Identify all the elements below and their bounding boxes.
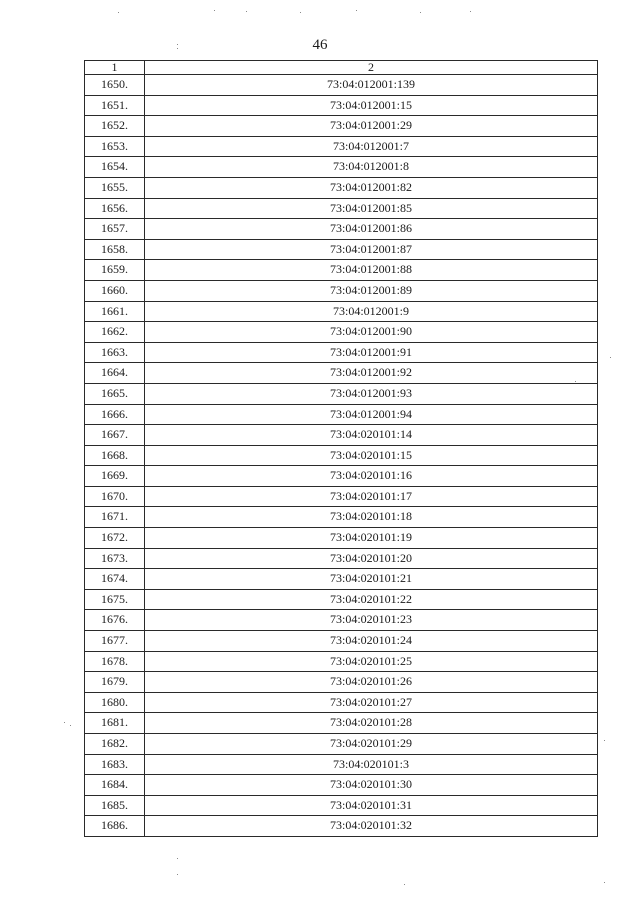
- row-number-cell: 1656.: [85, 198, 145, 219]
- row-number-cell: 1653.: [85, 136, 145, 157]
- cadastral-number-cell: 73:04:020101:28: [145, 713, 598, 734]
- table-row: [85, 795, 598, 816]
- row-number-cell: 1659.: [85, 260, 145, 281]
- table-row: [85, 816, 598, 837]
- table-row: [85, 528, 598, 549]
- row-number-cell: 1650.: [85, 75, 145, 96]
- table-row: [85, 569, 598, 590]
- scan-speck: [214, 10, 215, 11]
- row-number-cell: 1680.: [85, 692, 145, 713]
- scan-speck: [404, 884, 405, 885]
- table-row: [85, 239, 598, 260]
- row-number-cell: 1668.: [85, 445, 145, 466]
- table-row: [85, 260, 598, 281]
- cadastral-number-cell: 73:04:012001:139: [145, 75, 598, 96]
- table-row: [85, 775, 598, 796]
- table-body: [85, 75, 598, 837]
- table-row: [85, 301, 598, 322]
- cadastral-number-cell: 73:04:012001:92: [145, 363, 598, 384]
- cadastral-number-cell: 73:04:012001:88: [145, 260, 598, 281]
- cadastral-number-cell: 73:04:020101:16: [145, 466, 598, 487]
- row-number-cell: 1652.: [85, 116, 145, 137]
- table-row: [85, 116, 598, 137]
- cadastral-number-cell: 73:04:020101:19: [145, 528, 598, 549]
- row-number-cell: 1664.: [85, 363, 145, 384]
- cadastral-number-cell: 73:04:012001:90: [145, 322, 598, 343]
- scan-speck: [300, 12, 301, 13]
- table-row: [85, 383, 598, 404]
- table-row: [85, 445, 598, 466]
- row-number-cell: 1665.: [85, 383, 145, 404]
- scan-speck: [246, 11, 247, 12]
- row-number-cell: 1671.: [85, 507, 145, 528]
- scan-speck: [177, 858, 178, 859]
- row-number-cell: 1670.: [85, 486, 145, 507]
- cadastral-number-cell: 73:04:012001:8: [145, 157, 598, 178]
- cadastral-number-cell: 73:04:020101:27: [145, 692, 598, 713]
- row-number-cell: 1654.: [85, 157, 145, 178]
- cadastral-number-cell: 73:04:020101:29: [145, 734, 598, 755]
- table-row: [85, 157, 598, 178]
- row-number-cell: 1677.: [85, 631, 145, 652]
- table-row: [85, 610, 598, 631]
- row-number-cell: 1669.: [85, 466, 145, 487]
- cadastral-number-cell: 73:04:020101:31: [145, 795, 598, 816]
- cadastral-number-cell: 73:04:012001:89: [145, 280, 598, 301]
- column-header-1: 1: [85, 61, 145, 75]
- cadastral-number-cell: 73:04:020101:15: [145, 445, 598, 466]
- cadastral-number-cell: 73:04:020101:23: [145, 610, 598, 631]
- table-row: [85, 219, 598, 240]
- table-row: [85, 466, 598, 487]
- cadastral-number-cell: 73:04:012001:9: [145, 301, 598, 322]
- table-row: [85, 363, 598, 384]
- row-number-cell: 1686.: [85, 816, 145, 837]
- table-row: [85, 75, 598, 96]
- row-number-cell: 1661.: [85, 301, 145, 322]
- cadastral-number-cell: 73:04:020101:22: [145, 589, 598, 610]
- cadastral-number-cell: 73:04:012001:91: [145, 342, 598, 363]
- table-row: [85, 425, 598, 446]
- row-number-cell: 1678.: [85, 651, 145, 672]
- table-row: [85, 548, 598, 569]
- row-number-cell: 1673.: [85, 548, 145, 569]
- scan-speck: [177, 874, 178, 875]
- scan-speck: [356, 10, 357, 11]
- cadastral-number-cell: 73:04:020101:30: [145, 775, 598, 796]
- row-number-cell: 1667.: [85, 425, 145, 446]
- cadastral-number-cell: 73:04:012001:82: [145, 177, 598, 198]
- cadastral-number-cell: 73:04:012001:29: [145, 116, 598, 137]
- cadastral-number-cell: 73:04:012001:94: [145, 404, 598, 425]
- table-row: [85, 713, 598, 734]
- cadastral-number-cell: 73:04:012001:85: [145, 198, 598, 219]
- cadastral-number-cell: 73:04:020101:18: [145, 507, 598, 528]
- cadastral-number-cell: 73:04:020101:3: [145, 754, 598, 775]
- table-row: [85, 734, 598, 755]
- table-row: [85, 672, 598, 693]
- cadastral-number-cell: 73:04:012001:87: [145, 239, 598, 260]
- row-number-cell: 1675.: [85, 589, 145, 610]
- cadastral-number-cell: 73:04:020101:21: [145, 569, 598, 590]
- table-row: [85, 280, 598, 301]
- scan-speck: [118, 12, 119, 13]
- column-header-2: 2: [145, 61, 598, 75]
- row-number-cell: 1658.: [85, 239, 145, 260]
- cadastral-number-cell: 73:04:020101:32: [145, 816, 598, 837]
- table-row: [85, 486, 598, 507]
- cadastral-number-cell: 73:04:012001:15: [145, 95, 598, 116]
- scan-speck: [70, 725, 71, 726]
- table-row: [85, 692, 598, 713]
- scan-speck: [64, 722, 65, 723]
- table-row: [85, 589, 598, 610]
- cadastral-number-cell: 73:04:020101:20: [145, 548, 598, 569]
- cadastral-number-cell: 73:04:020101:17: [145, 486, 598, 507]
- row-number-cell: 1684.: [85, 775, 145, 796]
- cadastral-number-cell: 73:04:020101:24: [145, 631, 598, 652]
- row-number-cell: 1685.: [85, 795, 145, 816]
- row-number-cell: 1651.: [85, 95, 145, 116]
- cadastral-number-cell: 73:04:012001:86: [145, 219, 598, 240]
- cadastral-number-cell: 73:04:020101:14: [145, 425, 598, 446]
- table-row: [85, 507, 598, 528]
- table-row: [85, 95, 598, 116]
- row-number-cell: 1676.: [85, 610, 145, 631]
- cadastral-number-cell: 73:04:020101:25: [145, 651, 598, 672]
- cadastral-number-cell: 73:04:012001:7: [145, 136, 598, 157]
- table-row: [85, 651, 598, 672]
- scan-speck: [470, 11, 471, 12]
- row-number-cell: 1672.: [85, 528, 145, 549]
- table-row: [85, 404, 598, 425]
- row-number-cell: 1666.: [85, 404, 145, 425]
- scan-speck: [604, 740, 605, 741]
- row-number-cell: 1663.: [85, 342, 145, 363]
- scan-speck: [420, 12, 421, 13]
- row-number-cell: 1683.: [85, 754, 145, 775]
- table-row: [85, 631, 598, 652]
- page-number: 46: [312, 37, 328, 53]
- row-number-cell: 1679.: [85, 672, 145, 693]
- row-number-cell: 1662.: [85, 322, 145, 343]
- scan-speck: [610, 357, 611, 358]
- row-number-cell: 1657.: [85, 219, 145, 240]
- table-header-row: [85, 61, 598, 75]
- table-row: [85, 754, 598, 775]
- cadastral-number-cell: 73:04:020101:26: [145, 672, 598, 693]
- cadastral-number-cell: 73:04:012001:93: [145, 383, 598, 404]
- row-number-cell: 1660.: [85, 280, 145, 301]
- table-row: [85, 342, 598, 363]
- scan-speck: [604, 882, 605, 883]
- table-row: [85, 322, 598, 343]
- registry-table: [84, 60, 598, 837]
- table-row: [85, 177, 598, 198]
- row-number-cell: 1681.: [85, 713, 145, 734]
- table-row: [85, 198, 598, 219]
- table-row: [85, 136, 598, 157]
- row-number-cell: 1682.: [85, 734, 145, 755]
- row-number-cell: 1674.: [85, 569, 145, 590]
- row-number-cell: 1655.: [85, 177, 145, 198]
